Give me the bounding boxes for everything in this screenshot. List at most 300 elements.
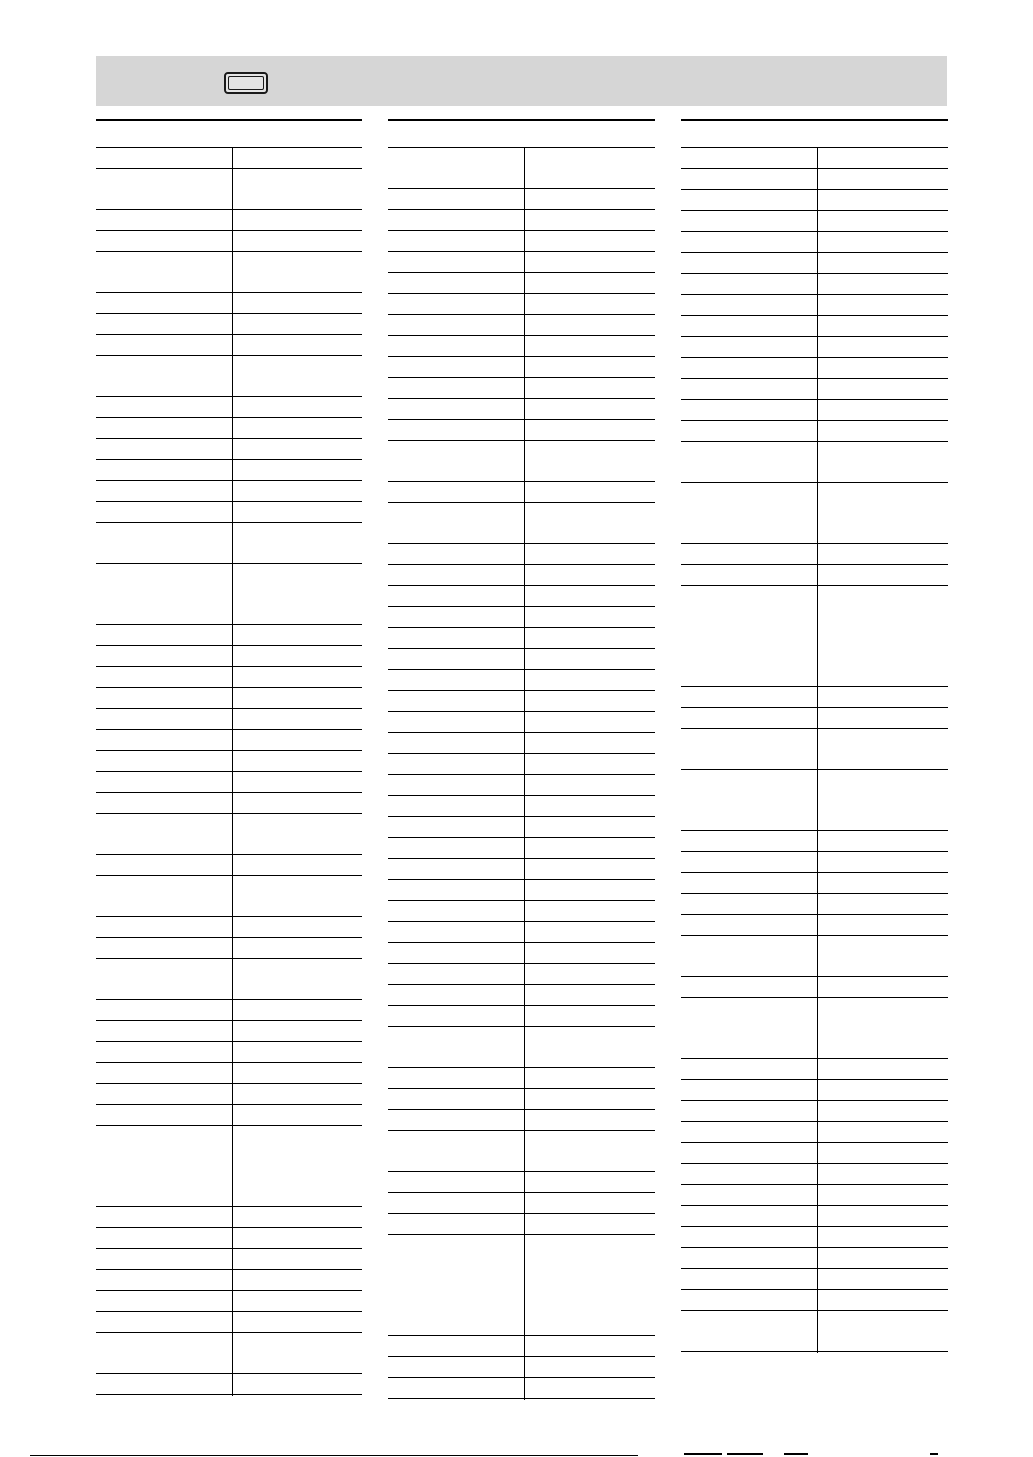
table-row	[681, 894, 948, 915]
column-divider	[524, 649, 525, 671]
column-divider	[232, 1063, 233, 1085]
column-divider	[232, 625, 233, 647]
column-divider	[232, 709, 233, 731]
column-divider	[524, 1027, 525, 1069]
column-divider	[524, 1193, 525, 1215]
table-row	[388, 733, 655, 754]
column-divider	[232, 1291, 233, 1313]
column-divider	[817, 1164, 818, 1186]
table-row	[681, 873, 948, 894]
column-divider	[524, 964, 525, 986]
table-row	[681, 729, 948, 770]
table-row	[388, 378, 655, 399]
column-divider	[524, 901, 525, 923]
code-table-middle	[388, 119, 655, 1399]
table-row	[96, 1105, 362, 1126]
code-table-left	[96, 119, 362, 1395]
table-row	[96, 730, 362, 751]
column-divider	[524, 628, 525, 650]
table-row	[388, 859, 655, 880]
column-divider	[232, 293, 233, 315]
table-row	[96, 917, 362, 938]
table-row	[681, 936, 948, 977]
table-row	[388, 1214, 655, 1235]
column-divider	[524, 1235, 525, 1337]
column-divider	[524, 357, 525, 379]
table-row	[681, 915, 948, 936]
column-divider	[817, 379, 818, 401]
table-row	[681, 295, 948, 316]
table-row	[388, 628, 655, 649]
table-row	[681, 1206, 948, 1227]
table-row	[96, 709, 362, 730]
column-divider	[817, 894, 818, 916]
column-divider	[232, 876, 233, 918]
column-divider	[524, 670, 525, 692]
table-row	[388, 817, 655, 838]
table-row	[96, 356, 362, 397]
table-row	[388, 420, 655, 441]
column-divider	[817, 442, 818, 484]
column-divider	[817, 1185, 818, 1207]
table-row	[388, 901, 655, 922]
table-row	[681, 1143, 948, 1164]
column-divider	[232, 1207, 233, 1229]
column-divider	[232, 730, 233, 752]
table-row	[96, 1063, 362, 1084]
column-divider	[817, 729, 818, 771]
column-divider	[817, 316, 818, 338]
column-divider	[524, 1110, 525, 1132]
table-row	[681, 1122, 948, 1143]
column-divider	[524, 1172, 525, 1194]
table-rows	[388, 148, 655, 1399]
column-divider	[524, 503, 525, 545]
column-divider	[524, 796, 525, 818]
table-row	[388, 565, 655, 586]
table-row	[388, 1357, 655, 1378]
footer-dash	[784, 1453, 808, 1455]
column-divider	[817, 1122, 818, 1144]
column-divider	[524, 252, 525, 274]
table-row	[96, 523, 362, 564]
column-divider	[817, 337, 818, 359]
column-divider	[817, 295, 818, 317]
column-divider	[524, 1089, 525, 1111]
table-row	[681, 544, 948, 565]
table-row	[96, 1249, 362, 1270]
table-row	[681, 1290, 948, 1311]
table-row	[96, 855, 362, 876]
column-divider	[817, 253, 818, 275]
column-divider	[817, 687, 818, 709]
table-row	[96, 688, 362, 709]
column-divider	[817, 190, 818, 212]
table-row	[388, 210, 655, 231]
column-divider	[232, 231, 233, 253]
column-divider	[524, 1378, 525, 1400]
column-divider	[524, 712, 525, 734]
column-divider	[524, 273, 525, 295]
table-row	[388, 670, 655, 691]
column-divider	[232, 502, 233, 524]
column-divider	[232, 252, 233, 294]
table-row	[96, 210, 362, 231]
table-row	[681, 442, 948, 483]
column-divider	[232, 523, 233, 565]
table-row	[681, 1248, 948, 1269]
table-row	[96, 793, 362, 814]
table-row	[681, 190, 948, 211]
table-row	[96, 751, 362, 772]
column-divider	[524, 294, 525, 316]
table-row	[681, 274, 948, 295]
table-row	[388, 880, 655, 901]
table-row	[388, 1068, 655, 1089]
column-divider	[817, 211, 818, 233]
table-row	[96, 1291, 362, 1312]
column-divider	[817, 1143, 818, 1165]
column-divider	[524, 399, 525, 421]
column-divider	[817, 586, 818, 688]
table-row	[388, 1172, 655, 1193]
column-divider	[524, 482, 525, 504]
column-divider	[232, 855, 233, 877]
table-row	[681, 379, 948, 400]
table-row	[96, 314, 362, 335]
column-divider	[817, 936, 818, 978]
column-divider	[817, 358, 818, 380]
table-row	[681, 708, 948, 729]
table-row	[96, 625, 362, 646]
column-divider	[817, 1206, 818, 1228]
table-row	[96, 231, 362, 252]
column-divider	[524, 544, 525, 566]
column-divider	[232, 1249, 233, 1271]
column-divider	[524, 1357, 525, 1379]
column-divider	[524, 733, 525, 755]
column-divider	[817, 544, 818, 566]
column-divider	[232, 148, 233, 170]
table-heading-row	[681, 121, 948, 148]
column-divider	[524, 1214, 525, 1236]
column-divider	[232, 1000, 233, 1022]
table-row	[96, 814, 362, 855]
column-divider	[524, 148, 525, 190]
table-row	[388, 482, 655, 503]
column-divider	[524, 336, 525, 358]
footer-dash	[684, 1453, 722, 1455]
table-row	[388, 796, 655, 817]
column-divider	[232, 1105, 233, 1127]
column-divider	[232, 1312, 233, 1334]
table-row	[388, 503, 655, 544]
column-divider	[524, 1006, 525, 1028]
column-divider	[817, 148, 818, 170]
code-table-right	[681, 119, 948, 1352]
section-header-band	[96, 56, 947, 106]
column-divider	[232, 959, 233, 1001]
table-row	[388, 544, 655, 565]
column-divider	[232, 460, 233, 482]
table-rows	[681, 148, 948, 1352]
table-row	[681, 253, 948, 274]
column-divider	[524, 838, 525, 860]
table-row	[681, 1164, 948, 1185]
table-row	[681, 1227, 948, 1248]
table-row	[96, 1084, 362, 1105]
table-row	[96, 481, 362, 502]
column-divider	[232, 814, 233, 856]
table-row	[681, 211, 948, 232]
table-row	[388, 607, 655, 628]
table-row	[96, 1042, 362, 1063]
table-row	[681, 998, 948, 1059]
column-divider	[817, 1080, 818, 1102]
table-row	[388, 1131, 655, 1172]
table-row	[681, 1080, 948, 1101]
column-divider	[817, 169, 818, 191]
table-row	[388, 1336, 655, 1357]
table-row	[681, 421, 948, 442]
column-divider	[817, 421, 818, 443]
column-divider	[524, 586, 525, 608]
table-row	[388, 964, 655, 985]
table-row	[96, 418, 362, 439]
table-row	[96, 439, 362, 460]
table-row	[388, 754, 655, 775]
table-row	[388, 1027, 655, 1068]
table-row	[388, 399, 655, 420]
table-row	[96, 1374, 362, 1395]
table-row	[96, 1228, 362, 1249]
table-row	[96, 876, 362, 917]
table-row	[96, 460, 362, 481]
column-divider	[232, 1126, 233, 1208]
table-row	[681, 1269, 948, 1290]
table-row	[681, 337, 948, 358]
table-row	[681, 687, 948, 708]
table-row	[96, 667, 362, 688]
column-divider	[232, 397, 233, 419]
column-divider	[232, 335, 233, 357]
column-divider	[232, 793, 233, 815]
table-row	[681, 1185, 948, 1206]
column-divider	[817, 998, 818, 1060]
column-divider	[232, 667, 233, 689]
table-row	[96, 1207, 362, 1228]
column-divider	[817, 483, 818, 545]
table-row	[388, 1006, 655, 1027]
table-row	[388, 691, 655, 712]
table-row	[96, 1000, 362, 1021]
table-row	[96, 1270, 362, 1291]
table-row	[96, 397, 362, 418]
column-divider	[232, 1374, 233, 1396]
table-row	[388, 189, 655, 210]
table-row	[681, 586, 948, 687]
column-divider	[817, 708, 818, 730]
column-divider	[524, 691, 525, 713]
column-divider	[817, 770, 818, 832]
column-divider	[524, 859, 525, 881]
column-divider	[232, 772, 233, 794]
table-row	[681, 169, 948, 190]
column-divider	[524, 880, 525, 902]
column-divider	[817, 232, 818, 254]
table-row	[681, 232, 948, 253]
table-row	[96, 169, 362, 210]
column-divider	[524, 420, 525, 442]
column-divider	[524, 231, 525, 253]
table-row	[388, 586, 655, 607]
table-row	[96, 335, 362, 356]
blank-key-icon	[224, 72, 268, 94]
column-divider	[817, 977, 818, 999]
table-row	[388, 649, 655, 670]
column-divider	[232, 564, 233, 626]
table-row	[96, 502, 362, 523]
column-divider	[524, 1336, 525, 1358]
table-row	[96, 293, 362, 314]
table-row	[388, 441, 655, 482]
table-heading-row	[388, 121, 655, 148]
table-row	[388, 1378, 655, 1399]
table-row	[388, 273, 655, 294]
column-divider	[524, 817, 525, 839]
table-row	[681, 770, 948, 831]
table-row	[96, 148, 362, 169]
table-row	[681, 565, 948, 586]
column-divider	[524, 1131, 525, 1173]
table-row	[388, 315, 655, 336]
footer-dash	[930, 1453, 938, 1455]
column-divider	[524, 378, 525, 400]
column-divider	[232, 1270, 233, 1292]
column-divider	[232, 439, 233, 461]
column-divider	[524, 1068, 525, 1090]
table-row	[681, 148, 948, 169]
table-row	[96, 1021, 362, 1042]
table-row	[388, 1193, 655, 1214]
column-divider	[232, 1084, 233, 1106]
table-row	[96, 772, 362, 793]
table-row	[681, 1101, 948, 1122]
table-row	[388, 1235, 655, 1336]
column-divider	[232, 418, 233, 440]
column-divider	[524, 754, 525, 776]
column-divider	[232, 210, 233, 232]
footer-rule	[30, 1455, 638, 1456]
column-divider	[817, 873, 818, 895]
column-divider	[232, 356, 233, 398]
column-divider	[232, 314, 233, 336]
table-row	[388, 148, 655, 189]
column-divider	[524, 315, 525, 337]
table-row	[388, 294, 655, 315]
column-divider	[817, 1269, 818, 1291]
table-row	[96, 1333, 362, 1374]
table-heading-row	[96, 121, 362, 148]
table-row	[96, 938, 362, 959]
column-divider	[524, 189, 525, 211]
column-divider	[524, 922, 525, 944]
column-divider	[817, 1101, 818, 1123]
column-divider	[524, 775, 525, 797]
column-divider	[524, 985, 525, 1007]
table-row	[681, 400, 948, 421]
column-divider	[232, 917, 233, 939]
table-row	[96, 959, 362, 1000]
table-row	[388, 712, 655, 733]
column-divider	[232, 646, 233, 668]
column-divider	[232, 169, 233, 211]
column-divider	[817, 1248, 818, 1270]
table-row	[388, 231, 655, 252]
table-row	[681, 1059, 948, 1080]
column-divider	[817, 1059, 818, 1081]
column-divider	[817, 274, 818, 296]
column-divider	[232, 751, 233, 773]
table-rows	[96, 148, 362, 1395]
table-row	[681, 316, 948, 337]
column-divider	[817, 1227, 818, 1249]
column-divider	[232, 1228, 233, 1250]
table-row	[388, 336, 655, 357]
table-row	[388, 1089, 655, 1110]
table-row	[96, 252, 362, 293]
column-divider	[232, 1042, 233, 1064]
table-row	[681, 1311, 948, 1352]
table-row	[681, 483, 948, 544]
table-row	[96, 646, 362, 667]
column-divider	[817, 400, 818, 422]
table-row	[681, 977, 948, 998]
table-row	[96, 1312, 362, 1333]
table-row	[681, 358, 948, 379]
table-row	[388, 922, 655, 943]
column-divider	[817, 915, 818, 937]
column-divider	[524, 565, 525, 587]
table-row	[388, 985, 655, 1006]
table-row	[681, 852, 948, 873]
column-divider	[524, 607, 525, 629]
column-divider	[524, 441, 525, 483]
column-divider	[524, 210, 525, 232]
table-row	[388, 357, 655, 378]
table-row	[388, 943, 655, 964]
table-row	[388, 252, 655, 273]
footer-dash	[727, 1453, 763, 1455]
column-divider	[232, 938, 233, 960]
column-divider	[232, 688, 233, 710]
column-divider	[232, 481, 233, 503]
column-divider	[817, 565, 818, 587]
column-divider	[817, 1311, 818, 1353]
table-row	[96, 564, 362, 625]
table-row	[388, 838, 655, 859]
column-divider	[232, 1021, 233, 1043]
column-divider	[232, 1333, 233, 1375]
column-divider	[817, 1290, 818, 1312]
column-divider	[817, 831, 818, 853]
table-row	[388, 775, 655, 796]
column-divider	[817, 852, 818, 874]
table-row	[388, 1110, 655, 1131]
column-divider	[524, 943, 525, 965]
table-row	[96, 1126, 362, 1207]
table-row	[681, 831, 948, 852]
